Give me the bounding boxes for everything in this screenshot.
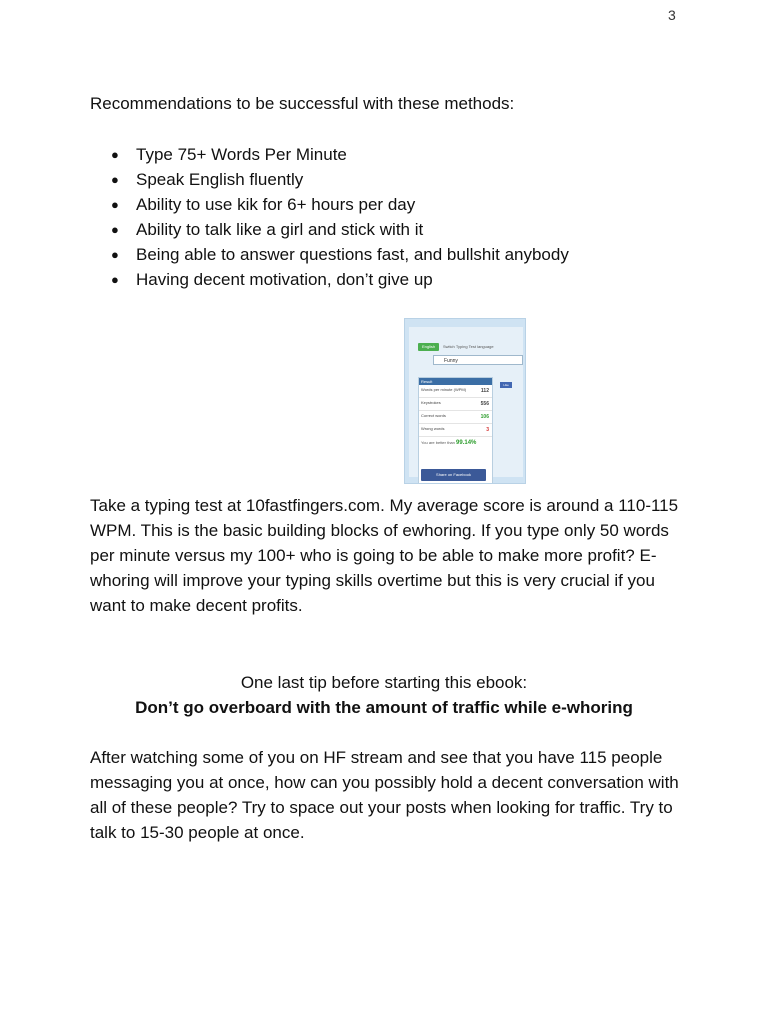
result-box [418, 377, 493, 484]
list-item: ● Speak English fluently [90, 167, 569, 192]
tip-heading: Don’t go overboard with the amount of traffic while e-whoring [135, 698, 633, 717]
typing-test-screenshot [404, 318, 526, 484]
list-item: ● Ability to use kik for 6+ hours per day [90, 192, 569, 217]
result-row [419, 398, 492, 411]
result-label: Correct words [421, 413, 446, 418]
percentile-label: You are better than [421, 440, 455, 445]
share-facebook-button: Share on Facebook [421, 469, 486, 481]
language-button: English [418, 343, 439, 351]
result-value: 556 [480, 401, 489, 407]
list-item: ● Having decent motivation, don’t give up [90, 267, 569, 292]
language-label: Switch Typing Test language [443, 344, 494, 349]
list-item: ● Ability to talk like a girl and stick with it [90, 217, 569, 242]
list-item: ● Type 75+ Words Per Minute [90, 142, 569, 167]
recommendations-intro: Recommendations to be successful with these methods: [90, 94, 515, 113]
result-label: Wrong words [421, 426, 445, 431]
result-label: Keystrokes [421, 400, 441, 405]
list-item: ● Being able to answer questions fast, and bullshit anybody [90, 242, 569, 267]
typing-input: Funny [433, 355, 523, 365]
percentile-text [419, 437, 492, 449]
result-header: Result [419, 378, 492, 385]
typing-paragraph: Take a typing test at 10fastfingers.com. My average score is around a 110-115 WPM. This is the basic building blocks of ewhoring. If you type only 50 words per minute versus my 100+ who is going to be able to make more profit? E-whoring will improve your typing skills overtime but this is very crucial if you want to make decent profits. [90, 496, 679, 615]
result-row [419, 424, 492, 437]
traffic-paragraph: After watching some of you on HF stream and see that you have 115 people messaging you at once, how can you possibly hold a decent conversation with all of these people? Try to space out your posts when looking for traffic. Try to talk to 15-30 people at once. [90, 748, 679, 842]
result-row [419, 385, 492, 398]
result-value: 112 [480, 388, 489, 394]
tip-lead: One last tip before starting this ebook: [240, 673, 528, 692]
recommendations-list [90, 142, 569, 292]
percentile-value: 99.14% [456, 440, 477, 446]
screenshot-panel [409, 327, 523, 477]
page-number: 3 [668, 7, 676, 23]
result-value: 3 [486, 427, 489, 433]
result-label: Words per minute (WPM) [421, 387, 467, 392]
result-row [419, 411, 492, 424]
facebook-like-button: Like [500, 382, 512, 388]
result-value: 106 [480, 414, 489, 420]
